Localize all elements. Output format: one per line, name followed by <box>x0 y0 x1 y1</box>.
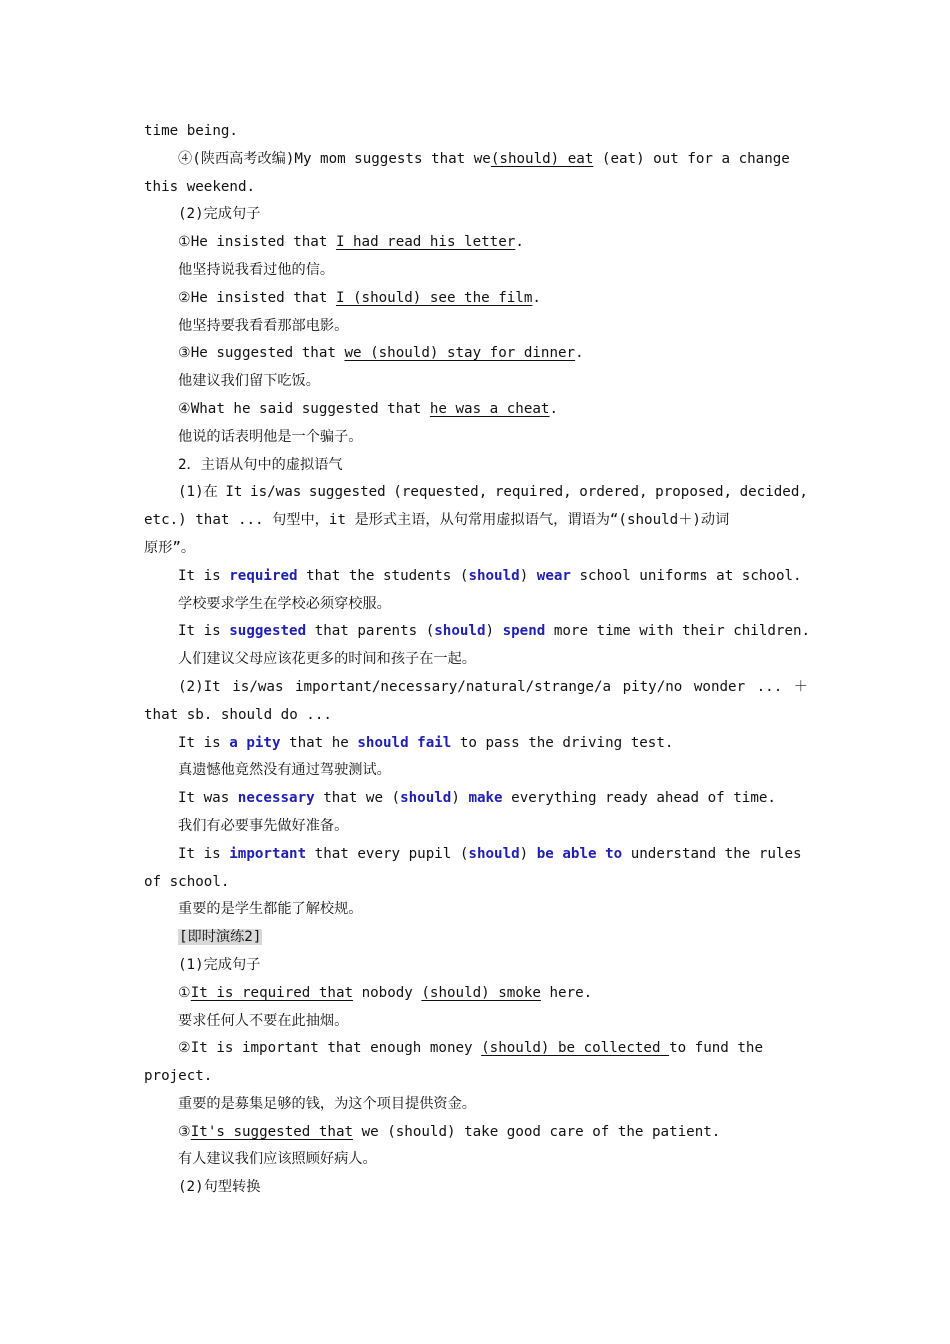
section-heading: (2)完成句子 <box>178 206 261 223</box>
keyword: important <box>229 845 307 862</box>
sentence-text: It is <box>178 845 230 862</box>
sentence-text: ) <box>451 790 469 807</box>
sentence-text: school uniforms at school. <box>570 567 802 584</box>
sentence-text: It was <box>178 790 238 807</box>
answer-blank: we (should) stay for dinner <box>344 345 576 362</box>
example-sentence <box>144 785 808 813</box>
word: ＋ <box>793 678 808 695</box>
translation-line: 他说的话表明他是一个骗子。 <box>178 428 363 445</box>
translation-line: 学校要求学生在学校必须穿校服。 <box>178 595 391 612</box>
translation-line: 有人建议我们应该照顾好病人。 <box>178 1151 377 1168</box>
translation-line: 人们建议父母应该花更多的时间和孩子在一起。 <box>178 651 476 668</box>
item-text: to fund the <box>669 1040 764 1057</box>
example-sentence <box>144 841 808 869</box>
keyword: should fail <box>357 734 452 751</box>
sentence-text: ) <box>485 623 503 640</box>
item-text: ④(陕西高考改编)My mom suggests that we <box>178 150 491 167</box>
exercise-item <box>144 1035 808 1063</box>
practice-tag: [即时演练2] <box>179 929 262 946</box>
exercise-item <box>144 396 808 424</box>
translation-line: 他建议我们留下吃饭。 <box>178 373 320 390</box>
practice-heading <box>144 924 808 952</box>
keyword: be able to <box>536 845 623 862</box>
exercise-item <box>144 229 808 257</box>
word: It <box>225 484 243 501</box>
example-sentence <box>144 563 808 591</box>
document-body <box>144 118 811 1202</box>
translation-line: 重要的是学生都能了解校规。 <box>178 901 363 918</box>
answer-blank: It's suggested that <box>190 1123 354 1140</box>
item-text: ③ <box>178 1123 191 1140</box>
translation-line: 我们有必要事先做好准备。 <box>178 817 349 834</box>
word: is/was <box>250 484 302 501</box>
translation-line: 真遗憾他竟然没有通过驾驶测试。 <box>178 762 391 779</box>
answer-blank: (should) eat <box>490 150 594 167</box>
sentence-text: that parents ( <box>306 623 435 640</box>
word: required, <box>494 484 572 501</box>
sentence-text: It is <box>178 623 230 640</box>
sentence-text: that he <box>280 734 358 751</box>
item-text: here. <box>540 984 593 1001</box>
answer-blank: I (should) see the film <box>335 289 533 306</box>
keyword: required <box>229 567 298 584</box>
sentence-text: that every pupil ( <box>306 845 469 862</box>
item-text: . <box>549 400 559 417</box>
section-heading: (2)句型转换 <box>178 1179 261 1196</box>
word: decided, <box>739 484 808 501</box>
word: important/necessary/natural/strange/a <box>295 678 612 695</box>
example-sentence <box>144 730 808 758</box>
keyword: wear <box>536 567 571 584</box>
rule-text: etc.) that ... 句型中，it 是形式主语，从句常用虚拟语气，谓语为“(should＋)动词 <box>144 512 730 529</box>
translation-line: 要求任何人不要在此抽烟。 <box>178 1012 349 1029</box>
rule-text <box>144 674 808 702</box>
keyword: should <box>468 567 520 584</box>
sentence-text: It is <box>178 734 230 751</box>
answer-blank: he was a cheat <box>429 400 550 417</box>
item-text: ①He insisted that <box>178 234 336 251</box>
sentence-text: that we ( <box>314 790 401 807</box>
exercise-item <box>144 146 808 174</box>
word: pity/no <box>622 678 683 695</box>
section-heading: 2．主语从句中的虚拟语气 <box>178 456 343 473</box>
sentence-text: ) <box>519 845 537 862</box>
answer-blank: I had read his letter <box>335 234 516 251</box>
item-text: . <box>575 345 584 362</box>
word: is/was <box>232 678 284 695</box>
item-text: ③He suggested that <box>178 345 345 362</box>
sentence-text: It is <box>178 567 230 584</box>
sentence-text: more time with their children. <box>545 623 811 640</box>
example-sentence <box>144 618 811 646</box>
keyword: a pity <box>229 734 281 751</box>
word: (2)It <box>178 678 221 695</box>
word: (1)在 <box>178 484 218 501</box>
section-heading: (1)完成句子 <box>178 956 261 973</box>
item-text: . <box>515 234 524 251</box>
word: (requested, <box>393 484 488 501</box>
sentence-text: ) <box>519 567 537 584</box>
sentence-text: everything ready ahead of time. <box>502 790 776 807</box>
item-text: (eat) out for a change <box>593 150 790 167</box>
item-text: ②He insisted that <box>178 289 336 306</box>
word: proposed, <box>655 484 733 501</box>
exercise-item <box>144 1119 808 1147</box>
text-line: project. <box>144 1068 213 1085</box>
translation-line: 重要的是募集足够的钱，为这个项目提供资金。 <box>178 1095 476 1112</box>
item-text: ②It is important that enough money <box>178 1040 482 1057</box>
word: suggested <box>308 484 386 501</box>
keyword: should <box>400 790 452 807</box>
translation-line: 他坚持说我看过他的信。 <box>178 261 335 278</box>
keyword: make <box>468 790 503 807</box>
exercise-item <box>144 980 808 1008</box>
item-text: ④What he said suggested that <box>178 400 430 417</box>
keyword: should <box>468 845 520 862</box>
answer-blank: (should) be collected <box>481 1040 670 1057</box>
word: ordered, <box>579 484 648 501</box>
rule-text: 原形”。 <box>144 539 196 556</box>
exercise-item <box>144 340 808 368</box>
word: wonder <box>693 678 746 695</box>
exercise-item <box>144 285 808 313</box>
keyword: necessary <box>237 790 315 807</box>
item-text: nobody <box>353 984 422 1001</box>
rule-text <box>144 479 808 507</box>
translation-line: 他坚持要我看看那部电影。 <box>178 317 349 334</box>
text-line: time being. <box>144 123 238 139</box>
sentence-text: understand the rules <box>622 845 802 862</box>
item-text: . <box>532 289 541 306</box>
sentence-text: to pass the driving test. <box>451 734 674 751</box>
text-line: of school. <box>144 873 230 890</box>
answer-blank: It is required that <box>190 984 354 1001</box>
item-text: ① <box>178 984 191 1001</box>
item-text: we (should) take good care of the patient. <box>353 1123 721 1140</box>
sentence-text: that the students ( <box>297 567 469 584</box>
keyword: spend <box>502 623 546 640</box>
word: ... <box>756 678 783 695</box>
text-line: this weekend. <box>144 178 256 195</box>
answer-blank: (should) smoke <box>421 984 541 1001</box>
keyword: suggested <box>229 623 307 640</box>
keyword: should <box>434 623 486 640</box>
rule-text: that sb. should do ... <box>144 706 332 723</box>
